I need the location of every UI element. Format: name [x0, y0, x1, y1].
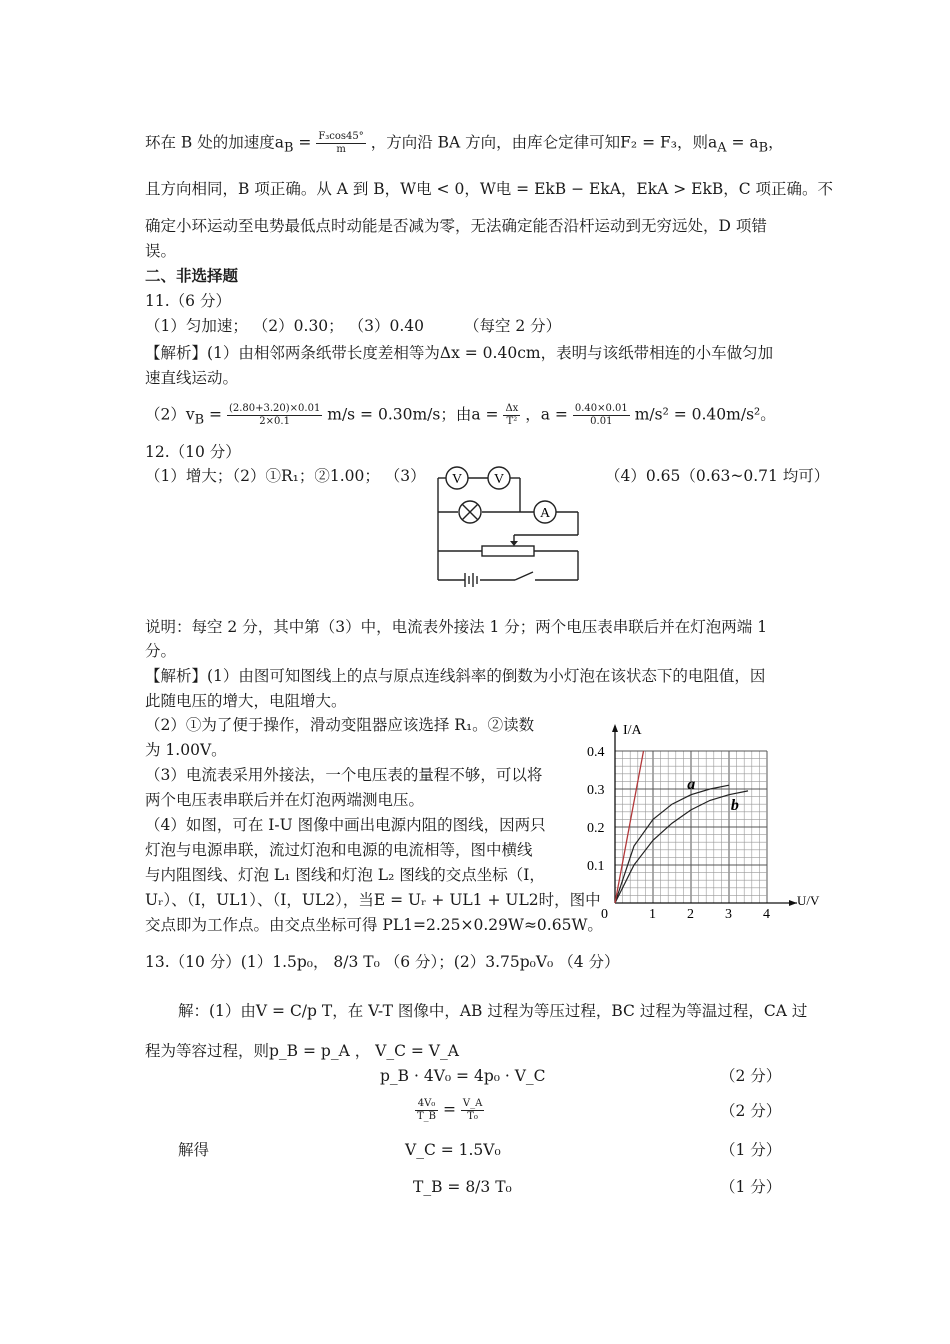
question-12-answer-4: （4）0.65（0.63~0.71 均可） [605, 467, 830, 485]
y-axis-label: I/A [623, 723, 642, 738]
question-12-analysis-11: 交点即为工作点。由交点坐标可得 PL1=2.25×0.29W≈0.65W。 [145, 916, 603, 934]
question-13-solution-2: 程为等容过程，则p_B = p_A ， V_C = V_A [145, 1042, 459, 1060]
text-line-3: 确定小环运动至电势最低点时动能是否减为零，无法确定能否沿杆运动到无穷远处，D 项错 [145, 217, 767, 235]
fraction: $\frac{\text{F₃cos45°}}{m}$ [318, 131, 364, 155]
question-13-title: 13.（10 分）(1）1.5p₀， 8/3 T₀ （6 分）；(2）3.75p₀V₀ （4 分） [145, 953, 620, 971]
question-12-analysis-6: 两个电压表串联后并在灯泡两端测电压。 [145, 791, 425, 809]
question-12-analysis-1: 【解析】(1）由图可知图线上的点与原点连线斜率的倒数为小灯泡在该状态下的电阻值，因 [145, 667, 766, 685]
y-tick-label: 0.2 [587, 821, 605, 836]
question-12-analysis-2: 此随电压的增大，电阻增大。 [145, 692, 347, 710]
question-12-analysis-10: Uᵣ）、（I，UL1）、（I，UL2），当E = Uᵣ + UL1 + UL2时，图中 [145, 891, 601, 909]
question-12-analysis-7: （4）如图，可在 I-U 图像中画出电源内阻的图线，因两只 [145, 816, 546, 834]
y-tick-label: 0.3 [587, 783, 605, 798]
y-axis-arrow [612, 724, 618, 732]
svg-text:V: V [451, 472, 463, 487]
equation-3: V_C = 1.5V₀ [405, 1141, 501, 1159]
equation-1: p_B · 4V₀ = 4p₀ · V_C [380, 1067, 546, 1085]
score-4: （1 分） [720, 1178, 782, 1196]
question-11-analysis-1: 【解析】(1）由相邻两条纸带长度差相等为Δx = 0.40cm，表明与该纸带相连的小车做匀加 [145, 344, 774, 362]
series-b [615, 791, 748, 903]
question-11-analysis-3: $(2)v_B$ = $\frac{(2.80+3.20)\times 0.01}{2\times 0.1}$ m/s = 0.30m/s；由a = $\frac{\Delta x}{\text{T²}}$ ，a = $\frac{0.40\times 0.01}{0.01}$ m/s² = 0.40m/s²。 [145, 403, 776, 428]
question-12-title: 12.（10 分） [145, 443, 241, 461]
x-tick-label: 2 [687, 907, 694, 922]
series-label-a: a [687, 776, 696, 793]
text-line-4: 误。 [145, 242, 177, 260]
question-12-note-2: 分。 [145, 642, 177, 660]
y-tick-label: 0.1 [587, 859, 605, 874]
series-a [615, 785, 729, 903]
score-3: （1 分） [720, 1141, 782, 1159]
score-2: （2 分） [720, 1102, 782, 1120]
score-1: （2 分） [720, 1067, 782, 1085]
text-line-1: 环在 B 处的加速度$a_B$ = $\frac{\text{F₃cos45°}}{m}$ ，方向沿 BA 方向，由库仑定律可知F₂ = F₃，则$a_A = a_B$， [145, 131, 784, 156]
x-tick-label: 3 [725, 907, 732, 922]
x-axis-label: U/V [797, 893, 820, 908]
equation-4: T_B = 8/3 T₀ [413, 1178, 512, 1196]
question-13-solution-1: 解：(1）由V = C/p T，在 V-T 图像中，AB 过程为等压过程，BC 过程为等温过程，CA 过 [178, 1002, 808, 1020]
question-12-analysis-4: 为 1.00V。 [145, 741, 227, 759]
question-11-answers: （1）匀加速； （2）0.30； （3）0.40 （每空 2 分） [145, 317, 562, 335]
question-12-analysis-9: 与内阻图线、灯泡 L₁ 图线和灯泡 L₂ 图线的交点坐标（I， [145, 866, 545, 884]
section-heading: 二、非选择题 [145, 267, 239, 285]
x-tick-label: 4 [763, 907, 770, 922]
iu-chart [585, 718, 820, 923]
series-label-b: b [730, 796, 739, 814]
svg-text:V: V [493, 472, 505, 487]
text-line-2: 且方向相同，B 项正确。从 A 到 B，W电 < 0，W电 = EkB − EkA，EkA > EkB，C 项正确。不 [145, 180, 834, 198]
question-11-title: 11.（6 分） [145, 292, 231, 310]
x-tick-label: 0 [601, 907, 608, 922]
equation-2: $\frac{\text{4V₀}}{T\_B}$ = $\frac{V\_A}{\text{T₀}}$ [417, 1098, 483, 1122]
circuit-diagram [430, 462, 590, 587]
solve-label: 解得 [178, 1141, 210, 1159]
question-12-analysis-8: 灯泡与电源串联，流过灯泡和电源的电流相等，图中横线 [145, 841, 533, 859]
y-tick-label: 0.4 [587, 745, 605, 760]
x-tick-label: 1 [649, 907, 656, 922]
question-12-note-1: 说明：每空 2 分，其中第（3）中，电流表外接法 1 分；两个电压表串联后并在灯泡两端 1 [145, 618, 768, 636]
svg-text:A: A [539, 506, 551, 521]
question-12-analysis-5: （3）电流表采用外接法，一个电压表的量程不够，可以将 [145, 766, 543, 784]
question-12-answers: （1）增大；（2）①R₁；②1.00； （3） [145, 467, 426, 485]
question-11-analysis-2: 速直线运动。 [145, 369, 239, 387]
question-12-analysis-3: （2）①为了便于操作，滑动变阻器应该选择 R₁。②读数 [145, 716, 535, 734]
x-axis-arrow [789, 900, 797, 906]
